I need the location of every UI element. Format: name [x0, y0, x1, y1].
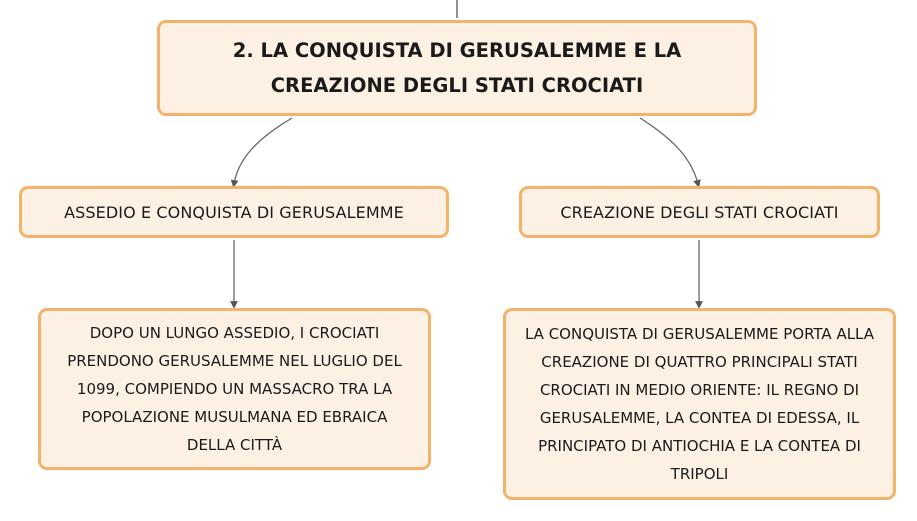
branch-node-creazione[interactable]	[519, 186, 880, 238]
detail-node-creazione[interactable]	[503, 308, 896, 500]
root-to-right-branch-connector	[640, 118, 698, 184]
detail-text-assedio: DOPO UN LUNGO ASSEDIO, I CROCIATI PRENDONO GERUSALEMME NEL LUGLIO DEL 1099, COMPIENDO UN MASSACRO TRA LA POPOLAZIONE MUSULMANA ED EBRAICA DELLA CITTÀ	[67, 324, 402, 454]
detail-node-assedio[interactable]	[38, 308, 431, 470]
detail-text-creazione: LA CONQUISTA DI GERUSALEMME PORTA ALLA CREAZIONE DI QUATTRO PRINCIPALI STATI CROCIATI IN MEDIO ORIENTE: IL REGNO DI GERUSALEMME, LA CONTEA DI EDESSA, IL PRINCIPATO DI ANTIOCHIA E LA CONTEA DI TRIPOLI	[524, 325, 875, 483]
branch-label-creazione: CREAZIONE DEGLI STATI CROCIATI	[560, 202, 839, 222]
branch-label-assedio: ASSEDIO E CONQUISTA DI GERUSALEMME	[64, 202, 404, 222]
root-topic-node[interactable]	[157, 20, 757, 116]
branch-node-assedio[interactable]	[19, 186, 449, 238]
root-to-left-branch-connector	[234, 118, 292, 184]
root-topic-title: 2. LA CONQUISTA DI GERUSALEMME E LA CREAZIONE DEGLI STATI CROCIATI	[232, 39, 682, 97]
